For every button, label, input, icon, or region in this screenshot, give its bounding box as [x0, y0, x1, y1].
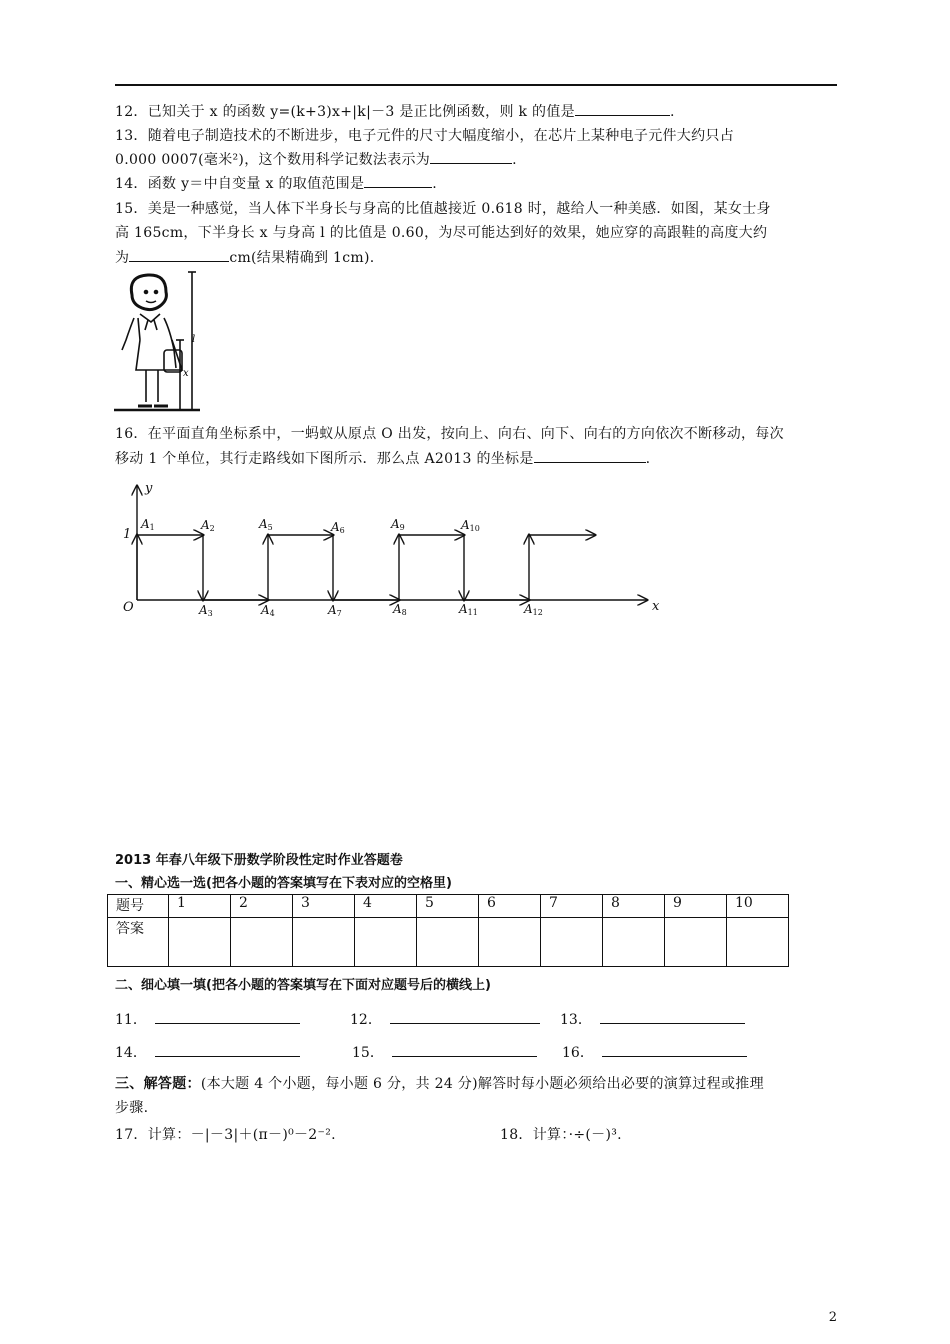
- table-number-7: 7: [541, 895, 603, 918]
- page-number: 2: [828, 1310, 837, 1325]
- point-A6: A6: [331, 520, 345, 535]
- answer-blank-15[interactable]: [129, 247, 229, 262]
- label-x: x: [183, 368, 189, 379]
- answer-blank-16[interactable]: [534, 448, 646, 463]
- point-A12: A12: [524, 602, 543, 617]
- answer-cell-5[interactable]: [417, 918, 479, 967]
- section-2-heading: 二、细心填一填(把各小题的答案填写在下面对应题号后的横线上): [115, 978, 491, 993]
- unit-one-label: 1: [123, 527, 132, 542]
- table-number-2: 2: [231, 895, 293, 918]
- point-A1: A1: [141, 517, 155, 532]
- section-1-heading: 一、精心选一选(把各小题的答案填写在下表对应的空格里): [115, 876, 452, 891]
- table-number-9: 9: [665, 895, 727, 918]
- fill-answer-16: 16．: [562, 1042, 747, 1062]
- question-18: 18．计算：·÷(－)³.: [500, 1127, 622, 1143]
- point-A11: A11: [459, 602, 478, 617]
- point-A2: A2: [201, 518, 215, 533]
- fill-blank-15[interactable]: [392, 1042, 537, 1057]
- question-15-line2: 高 165cm，下半身长 x 与身高 l 的比值是 0.60，为尽可能达到好的效果，她应穿的高跟鞋的高度大约: [115, 225, 768, 241]
- point-A4: A4: [261, 603, 275, 618]
- question-14: 14．函数 y＝中自变量 x 的取值范围是 .: [115, 173, 437, 195]
- answer-cell-7[interactable]: [541, 918, 603, 967]
- question-17: 17．计算：－|－3|＋(π－)⁰－2⁻².: [115, 1127, 336, 1143]
- table-header-label: 题号: [108, 895, 169, 918]
- question-15-line3: 为 cm(结果精确到 1cm).: [115, 247, 374, 269]
- fill-blank-14[interactable]: [155, 1042, 300, 1057]
- answer-blank-13[interactable]: [430, 149, 512, 164]
- choice-answer-table: [107, 894, 789, 967]
- question-13-line1: 13．随着电子制造技术的不断进步，电子元件的尺寸大幅度缩小，在芯片上某种电子元件大约只占: [115, 128, 735, 144]
- fill-blank-16[interactable]: [602, 1042, 747, 1057]
- answer-cell-4[interactable]: [355, 918, 417, 967]
- point-A3: A3: [199, 603, 213, 618]
- point-A10: A10: [461, 518, 480, 533]
- origin-label: O: [123, 600, 134, 615]
- answer-cell-8[interactable]: [603, 918, 665, 967]
- fill-answer-11: 11．: [115, 1009, 300, 1029]
- table-number-1: 1: [169, 895, 231, 918]
- table-number-5: 5: [417, 895, 479, 918]
- answer-blank-12[interactable]: [575, 101, 670, 116]
- answer-cell-3[interactable]: [293, 918, 355, 967]
- fill-blank-13[interactable]: [600, 1009, 745, 1024]
- answer-blank-14[interactable]: [364, 173, 432, 188]
- question-12: 12．已知关于 x 的函数 y=(k+3)x+|k|－3 是正比例函数，则 k 的值是 .: [115, 101, 675, 123]
- fill-answer-14: 14．: [115, 1042, 300, 1062]
- point-A9: A9: [391, 517, 405, 532]
- table-number-6: 6: [479, 895, 541, 918]
- x-label: x: [652, 599, 660, 614]
- header-rule: [115, 84, 837, 86]
- point-A5: A5: [259, 517, 273, 532]
- woman-height-figure: [112, 270, 202, 415]
- answer-cell-1[interactable]: [169, 918, 231, 967]
- table-number-3: 3: [293, 895, 355, 918]
- table-answer-label: 答案: [108, 918, 169, 967]
- table-number-8: 8: [603, 895, 665, 918]
- table-number-4: 4: [355, 895, 417, 918]
- fill-answer-15: 15．: [352, 1042, 537, 1062]
- fill-blank-12[interactable]: [390, 1009, 540, 1024]
- label-l: l: [192, 334, 196, 345]
- point-A7: A7: [328, 603, 342, 618]
- question-16-line2: 移动 1 个单位，其行走路线如下图所示．那么点 A2013 的坐标是 .: [115, 448, 650, 470]
- ant-path-graph: [115, 478, 675, 623]
- point-A8: A8: [393, 602, 407, 617]
- fill-blank-11[interactable]: [155, 1009, 300, 1024]
- y-label: y: [145, 481, 153, 496]
- fill-answer-12: 12．: [350, 1009, 540, 1029]
- question-15-line1: 15．美是一种感觉，当人体下半身长与身高的比值越接近 0.618 时，越给人一种美感．如图，某女士身: [115, 201, 771, 217]
- answer-sheet-title: 2013 年春八年级下册数学阶段性定时作业答题卷: [115, 853, 403, 868]
- answer-cell-9[interactable]: [665, 918, 727, 967]
- answer-cell-10[interactable]: [727, 918, 789, 967]
- section-3-line1: 三、解答题：(本大题 4 个小题，每小题 6 分，共 24 分)解答时每小题必须给出必要的演算过程或推理: [115, 1076, 764, 1092]
- answer-cell-2[interactable]: [231, 918, 293, 967]
- fill-answer-13: 13．: [560, 1009, 745, 1029]
- table-number-10: 10: [727, 895, 789, 918]
- question-13-line2: 0.000 0007(毫米²)，这个数用科学记数法表示为 .: [115, 149, 517, 171]
- question-16-line1: 16．在平面直角坐标系中，一蚂蚁从原点 O 出发，按向上、向右、向下、向右的方向依次不断移动，每次: [115, 426, 784, 442]
- answer-cell-6[interactable]: [479, 918, 541, 967]
- section-3-line2: 步骤.: [115, 1100, 149, 1116]
